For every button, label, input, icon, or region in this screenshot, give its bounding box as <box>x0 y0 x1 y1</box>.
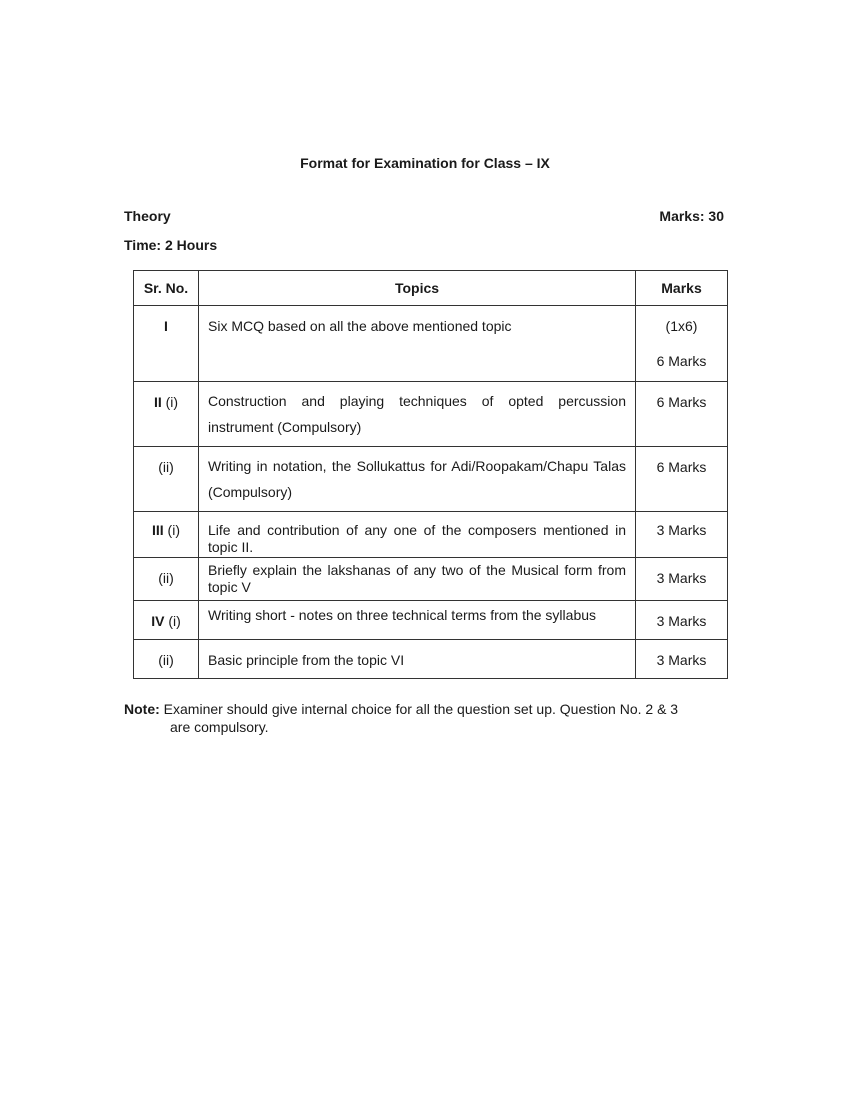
marks-value: 6 Marks <box>656 459 707 475</box>
marks-value: 6 Marks <box>656 394 707 410</box>
header-marks: Marks <box>636 271 728 306</box>
table-row <box>134 512 728 558</box>
topic-text: Writing short - notes on three technical terms from the syllabus <box>208 607 597 623</box>
topic-text: Basic principle from the topic VI <box>208 652 405 668</box>
note-text-line2: are compulsory. <box>170 719 269 735</box>
marks-cell <box>636 382 728 447</box>
topic-cell <box>199 558 636 601</box>
note-paragraph <box>124 700 724 736</box>
topic-cell <box>199 306 636 382</box>
sr-sub: (ii) <box>158 459 174 475</box>
sr-cell <box>134 447 199 512</box>
topic-text: Construction and playing techniques of opted percussion instrument (Compulsory) <box>208 393 626 435</box>
marks-cell <box>636 512 728 558</box>
sr-cell <box>134 306 199 382</box>
total-marks: Marks: 30 <box>659 208 724 224</box>
topic-text: Six MCQ based on all the above mentioned topic <box>208 318 512 334</box>
marks-cell <box>636 601 728 640</box>
topic-text: Life and contribution of any one of the composers mentioned in topic II. <box>208 522 626 555</box>
marks-value: 3 Marks <box>656 613 707 629</box>
sr-cell <box>134 640 199 679</box>
table-row <box>134 640 728 679</box>
sr-number: II <box>153 394 162 410</box>
header-topics: Topics <box>199 271 636 306</box>
theory-label: Theory <box>124 208 171 224</box>
topic-cell <box>199 601 636 640</box>
sr-number: III <box>152 522 164 538</box>
marks-cell <box>636 306 728 382</box>
topic-cell <box>199 447 636 512</box>
marks-cell <box>636 640 728 679</box>
sr-cell <box>134 601 199 640</box>
marks-breakdown: (1x6) <box>665 318 698 334</box>
time-label: Time: 2 Hours <box>124 237 218 253</box>
sr-cell <box>134 512 199 558</box>
sr-sub: (ii) <box>158 570 174 586</box>
note-text-line1: Examiner should give internal choice for all the question set up. Question No. 2 & 3 <box>163 701 679 717</box>
table-row <box>134 558 728 601</box>
sr-number: I <box>164 318 168 334</box>
table-row <box>134 447 728 512</box>
table-row <box>134 601 728 640</box>
sr-cell <box>134 558 199 601</box>
marks-value: 3 Marks <box>656 652 707 668</box>
header-sr-no: Sr. No. <box>134 271 199 306</box>
exam-format-table <box>133 270 728 679</box>
sr-sub: (i) <box>163 522 180 538</box>
topic-cell <box>199 382 636 447</box>
marks-value: 6 Marks <box>656 353 707 369</box>
marks-cell <box>636 447 728 512</box>
page-title: Format for Examination for Class – IX <box>300 155 550 171</box>
marks-value: 3 Marks <box>656 570 707 586</box>
topic-text: Briefly explain the lakshanas of any two of the Musical form from topic V <box>208 562 626 595</box>
topic-cell <box>199 512 636 558</box>
table-row <box>134 306 728 382</box>
table-row <box>134 382 728 447</box>
note-label: Note: <box>124 701 160 717</box>
sr-cell <box>134 382 199 447</box>
table-header-row <box>134 271 728 306</box>
sr-sub: (i) <box>164 613 181 629</box>
topic-cell <box>199 640 636 679</box>
sr-sub: (i) <box>161 394 179 410</box>
sr-number: IV <box>151 613 165 629</box>
sr-sub: (ii) <box>158 652 174 668</box>
topic-text: Writing in notation, the Sollukattus for Adi/Roopakam/Chapu Talas (Compulsory) <box>208 458 626 500</box>
marks-cell <box>636 558 728 601</box>
marks-value: 3 Marks <box>656 522 707 538</box>
